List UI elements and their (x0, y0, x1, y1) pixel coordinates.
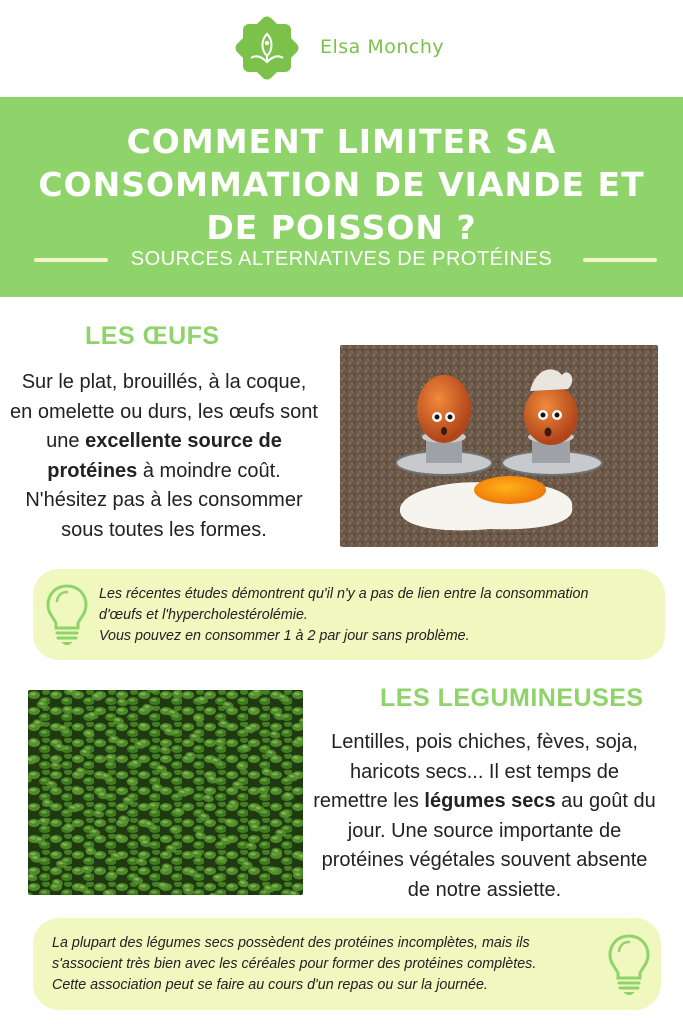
lightbulb-icon (45, 583, 89, 647)
lightbulb-icon (607, 933, 651, 997)
eggs-text-part: Sur le plat, brouillés, à la coque, en omelette ou durs, les œufs sont une (10, 371, 318, 452)
page-title-line: DE POISSON ? (206, 208, 477, 247)
eggs-text-part: à moindre coût. N'hésitez pas à les consommer sous toutes les formes. (25, 459, 303, 541)
subtitle-rule-right (583, 258, 657, 262)
tip-line: La plupart des légumes secs possèdent des protéines incomplètes, mais ils (52, 935, 530, 951)
lotus-logo-icon (232, 13, 302, 83)
tip-line: Cette association peut se faire au cours d'un repas ou sur la journée. (52, 977, 488, 993)
legumes-text-part: au goût du jour. Une source importante de protéines végétales souvent absente de notre assiette. (321, 790, 656, 901)
tip-line: Les récentes études démontrent qu'il n'y a pas de lien entre la consommation (99, 586, 589, 602)
eggs-photo (340, 345, 658, 547)
eggs-text-bold: excellente source de protéines (47, 430, 282, 482)
page-title-line: COMMENT LIMITER SA (126, 122, 557, 161)
legumes-photo (28, 690, 303, 895)
page-title-line: CONSOMMATION DE VIANDE ET (38, 165, 645, 204)
eggs-heading: LES ŒUFS (85, 322, 220, 350)
brand-logo (232, 13, 302, 83)
brand-name: Elsa Monchy (320, 36, 445, 58)
tip-line: s'associent très bien avec les céréales pour former des protéines complètes. (52, 956, 537, 972)
eggs-tip-text (99, 584, 659, 647)
tip-line: Vous pouvez en consommer 1 à 2 par jour sans problème. (99, 628, 470, 644)
legumes-text-part: Lentilles, pois chiches, fèves, soja, haricots secs... Il est temps de remettre les (313, 731, 638, 812)
legumes-text-bold: légumes secs (424, 790, 556, 812)
legumes-heading: LES LEGUMINEUSES (380, 684, 644, 712)
tip-line: d'œufs et l'hypercholestérolémie. (99, 607, 308, 623)
legumes-tip-text (52, 933, 607, 996)
legumes-text (312, 728, 657, 905)
page-title (0, 120, 683, 249)
page-subtitle: SOURCES ALTERNATIVES DE PROTÉINES (130, 248, 553, 270)
eggs-text (8, 368, 320, 545)
